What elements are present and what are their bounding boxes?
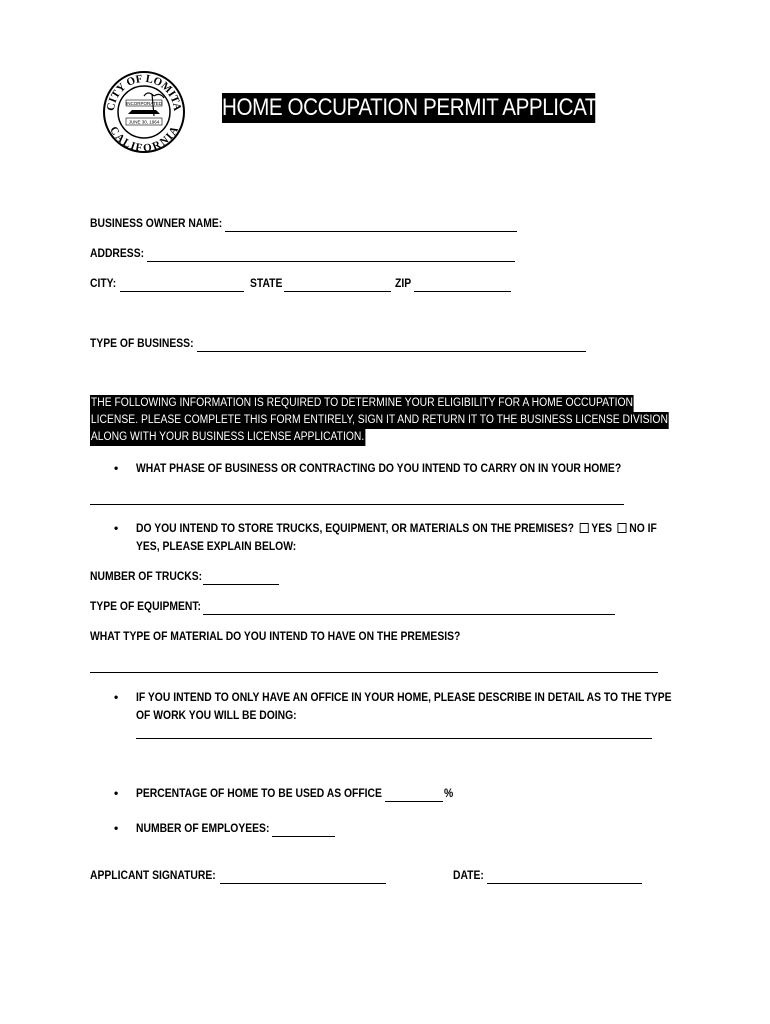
applicant-signature-field[interactable] bbox=[220, 883, 386, 884]
type-of-equipment-field[interactable] bbox=[203, 614, 615, 615]
bullet-icon: • bbox=[114, 786, 119, 800]
zip-label: ZIP bbox=[395, 278, 412, 290]
address-label: ADDRESS: bbox=[90, 248, 145, 260]
zip-field[interactable] bbox=[414, 291, 511, 292]
number-of-employees-label: NUMBER OF EMPLOYEES: bbox=[136, 823, 270, 835]
state-label: STATE bbox=[250, 278, 283, 290]
svg-text:CALIFORNIA: CALIFORNIA bbox=[107, 124, 181, 154]
owner-name-field[interactable] bbox=[225, 231, 517, 232]
office-description-field[interactable] bbox=[136, 738, 652, 739]
material-answer-field[interactable] bbox=[90, 672, 658, 673]
notice-line-2: LICENSE. PLEASE COMPLETE THIS FORM ENTIRELY, SIGN IT AND RETURN IT TO THE BUSINESS LICENSE DIVISION bbox=[90, 412, 669, 429]
city-of-lomita-seal-logo bbox=[102, 70, 186, 154]
number-of-trucks-label: NUMBER OF TRUCKS: bbox=[90, 571, 203, 583]
svg-text:JUNE 30, 1964: JUNE 30, 1964 bbox=[128, 119, 160, 125]
storage-question-text: DO YOU INTEND TO STORE TRUCKS, EQUIPMENT, OR MATERIALS ON THE PREMISES? bbox=[136, 523, 575, 535]
no-checkbox[interactable] bbox=[618, 523, 627, 533]
page-title: HOME OCCUPATION PERMIT APPLICATION bbox=[222, 94, 633, 121]
city-field[interactable] bbox=[120, 291, 244, 292]
office-description-question-line-2: OF WORK YOU WILL BE DOING: bbox=[136, 710, 297, 722]
type-of-business-field[interactable] bbox=[197, 351, 586, 352]
yes-label: YES bbox=[591, 523, 613, 535]
storage-question-line-2: YES, PLEASE EXPLAIN BELOW: bbox=[136, 541, 297, 553]
percentage-field[interactable] bbox=[385, 801, 443, 802]
notice-line-1: THE FOLLOWING INFORMATION IS REQUIRED TO DETERMINE YOUR ELIGIBILITY FOR A HOME OCCUPATION bbox=[90, 395, 634, 412]
material-question: WHAT TYPE OF MATERIAL DO YOU INTEND TO HAVE ON THE PREMESIS? bbox=[90, 631, 461, 643]
svg-text:INCORPORATED: INCORPORATED bbox=[126, 101, 162, 106]
owner-name-label: BUSINESS OWNER NAME: bbox=[90, 218, 223, 230]
bullet-icon: • bbox=[114, 461, 119, 475]
storage-question bbox=[136, 523, 657, 535]
date-field[interactable] bbox=[487, 883, 642, 884]
no-label: NO IF bbox=[629, 523, 657, 535]
eligibility-notice bbox=[90, 395, 690, 446]
percentage-label: PERCENTAGE OF HOME TO BE USED AS OFFICE bbox=[136, 788, 382, 800]
notice-line-3: ALONG WITH YOUR BUSINESS LICENSE APPLICATION. bbox=[90, 429, 365, 446]
yes-checkbox[interactable] bbox=[580, 523, 589, 533]
bullet-icon: • bbox=[114, 690, 119, 704]
state-field[interactable] bbox=[284, 291, 391, 292]
bullet-icon: • bbox=[114, 821, 119, 835]
percent-sign: % bbox=[444, 788, 454, 800]
business-phase-question: WHAT PHASE OF BUSINESS OR CONTRACTING DO YOU INTEND TO CARRY ON IN YOUR HOME? bbox=[136, 463, 622, 475]
svg-text:CITY OF LOMITA: CITY OF LOMITA bbox=[104, 72, 184, 112]
applicant-signature-label: APPLICANT SIGNATURE: bbox=[90, 870, 216, 882]
number-of-employees-field[interactable] bbox=[272, 836, 335, 837]
bullet-icon: • bbox=[114, 521, 119, 535]
date-label: DATE: bbox=[453, 870, 484, 882]
office-description-question: IF YOU INTEND TO ONLY HAVE AN OFFICE IN YOUR HOME, PLEASE DESCRIBE IN DETAIL AS TO THE TYPE bbox=[136, 692, 672, 704]
business-phase-answer-field[interactable] bbox=[90, 504, 624, 505]
type-of-equipment-label: TYPE OF EQUIPMENT: bbox=[90, 601, 201, 613]
city-label: CITY: bbox=[90, 278, 117, 290]
address-field[interactable] bbox=[147, 261, 515, 262]
number-of-trucks-field[interactable] bbox=[203, 584, 279, 585]
type-of-business-label: TYPE OF BUSINESS: bbox=[90, 338, 194, 350]
